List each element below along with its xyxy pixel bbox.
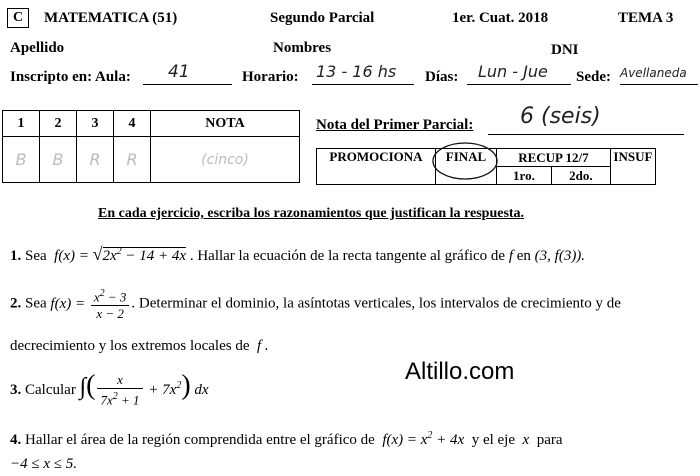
watermark: Altillo.com	[405, 358, 515, 385]
grade-cell-1: B	[3, 137, 40, 183]
exercise-4-text2: y el eje	[471, 432, 516, 448]
dni-label: DNI	[551, 42, 579, 58]
grade-cell-nota: (cinco)	[151, 137, 300, 183]
sede-label: Sede:	[576, 69, 611, 85]
horario-label: Horario:	[242, 69, 299, 85]
exercise-3-intro: Calcular	[25, 382, 76, 398]
grade-cell-4: R	[114, 137, 151, 183]
aula-value: 41	[168, 62, 190, 82]
exercise-1: 1. Sea $f(x) = √2x^2 - 14 + 4x$ . Hallar la ecuación de la recta tangente al gráfico de f en (3, f(3)).	[10, 244, 586, 264]
exercise-3-formula: ∫( $\frac{x}{7x^2 + 1}$ + $7x^2$) dx	[79, 370, 209, 408]
exercise-3	[10, 370, 209, 409]
instruction: En cada ejercicio, escriba los razonamientos que justifican la respuesta.	[98, 206, 525, 221]
status-recup-1ro: 1ro.	[497, 167, 552, 185]
exercise-1-point: (3, f(3)).	[534, 248, 586, 264]
sede-value: Avellaneda	[620, 66, 687, 80]
exercise-2-number: 2.	[10, 295, 22, 312]
grade-cell-2: B	[40, 137, 77, 183]
final-circle-mark	[430, 141, 500, 185]
exercise-4-number: 4.	[10, 432, 22, 448]
grade-header-4: 4	[114, 111, 151, 137]
exercise-1-text: . Hallar la ecuación de la recta tangente al gráfico de	[189, 248, 506, 264]
status-recup-2do: 2do.	[551, 167, 610, 185]
exercise-2-line2-text: decrecimiento y los extremos locales de	[10, 338, 250, 354]
status-final: FINAL	[445, 149, 487, 164]
horario-value: 13 - 16 hs	[316, 62, 397, 81]
exercise-1-text2: en	[516, 248, 531, 264]
horario-line	[312, 84, 414, 85]
grade-header-3: 3	[77, 111, 114, 137]
grade-header-nota: NOTA	[151, 111, 300, 137]
grade-cell-3: R	[77, 137, 114, 183]
apellido-label: Apellido	[10, 40, 65, 56]
status-final-cell	[436, 149, 497, 185]
theme-letter: C	[12, 10, 24, 25]
dias-value: Lun - Jue	[478, 62, 548, 81]
exercise-2-formula: f(x) = $\frac{x^2 - 3}{x - 2}$	[50, 296, 131, 312]
status-table	[316, 148, 656, 185]
exercise-2-line2: decrecimiento y los extremos locales de f .	[10, 338, 269, 354]
exercise-3-number: 3.	[10, 382, 22, 398]
dias-label: Días:	[425, 69, 459, 85]
first-partial-line	[488, 134, 684, 135]
exercise-4-text3: para	[536, 432, 563, 448]
first-partial-label: Nota del Primer Parcial:	[316, 117, 474, 133]
sede-line	[620, 84, 698, 85]
grade-header-2: 2	[40, 111, 77, 137]
dias-line	[467, 84, 571, 85]
exercise-1-intro: Sea	[25, 248, 47, 264]
exam-name: Segundo Parcial	[270, 10, 375, 26]
exercise-4-range: −4 ≤ x ≤ 5.	[10, 456, 77, 472]
inscripto-label: Inscripto en: Aula:	[10, 69, 131, 85]
status-insuf: INSUF	[610, 149, 655, 185]
status-recup: RECUP 12/7	[497, 149, 611, 167]
first-partial-value: 6 (seis)	[520, 104, 601, 129]
status-promociona: PROMOCIONA	[317, 149, 436, 185]
grade-table	[2, 110, 300, 183]
theme-letter-box	[7, 8, 29, 28]
exercise-2-text: . Determinar el dominio, la asíntotas verticales, los intervalos de crecimiento y de	[131, 295, 621, 312]
grade-header-1: 1	[3, 111, 40, 137]
course-name: MATEMATICA (51)	[44, 10, 178, 26]
exercise-1-formula: $f(x) = √2x^2 - 14 + 4x$	[50, 244, 187, 264]
aula-line	[143, 84, 232, 85]
exercise-2-intro: Sea	[25, 295, 47, 312]
exercise-4: 4. Hallar el área de la región comprendida entre el gráfico de $f(x) = x^2 + 4x$ y el eje x para	[10, 430, 563, 448]
exercise-4-formula: $f(x) = x^2 + 4x$	[378, 430, 468, 448]
exam-tema: TEMA 3	[618, 10, 674, 26]
exercise-4-text: Hallar el área de la región comprendida entre el gráfico de	[25, 432, 375, 448]
nombres-label: Nombres	[273, 40, 332, 56]
exercise-2	[10, 286, 621, 322]
exercise-1-number: 1.	[10, 248, 22, 264]
exam-term: 1er. Cuat. 2018	[452, 10, 549, 26]
